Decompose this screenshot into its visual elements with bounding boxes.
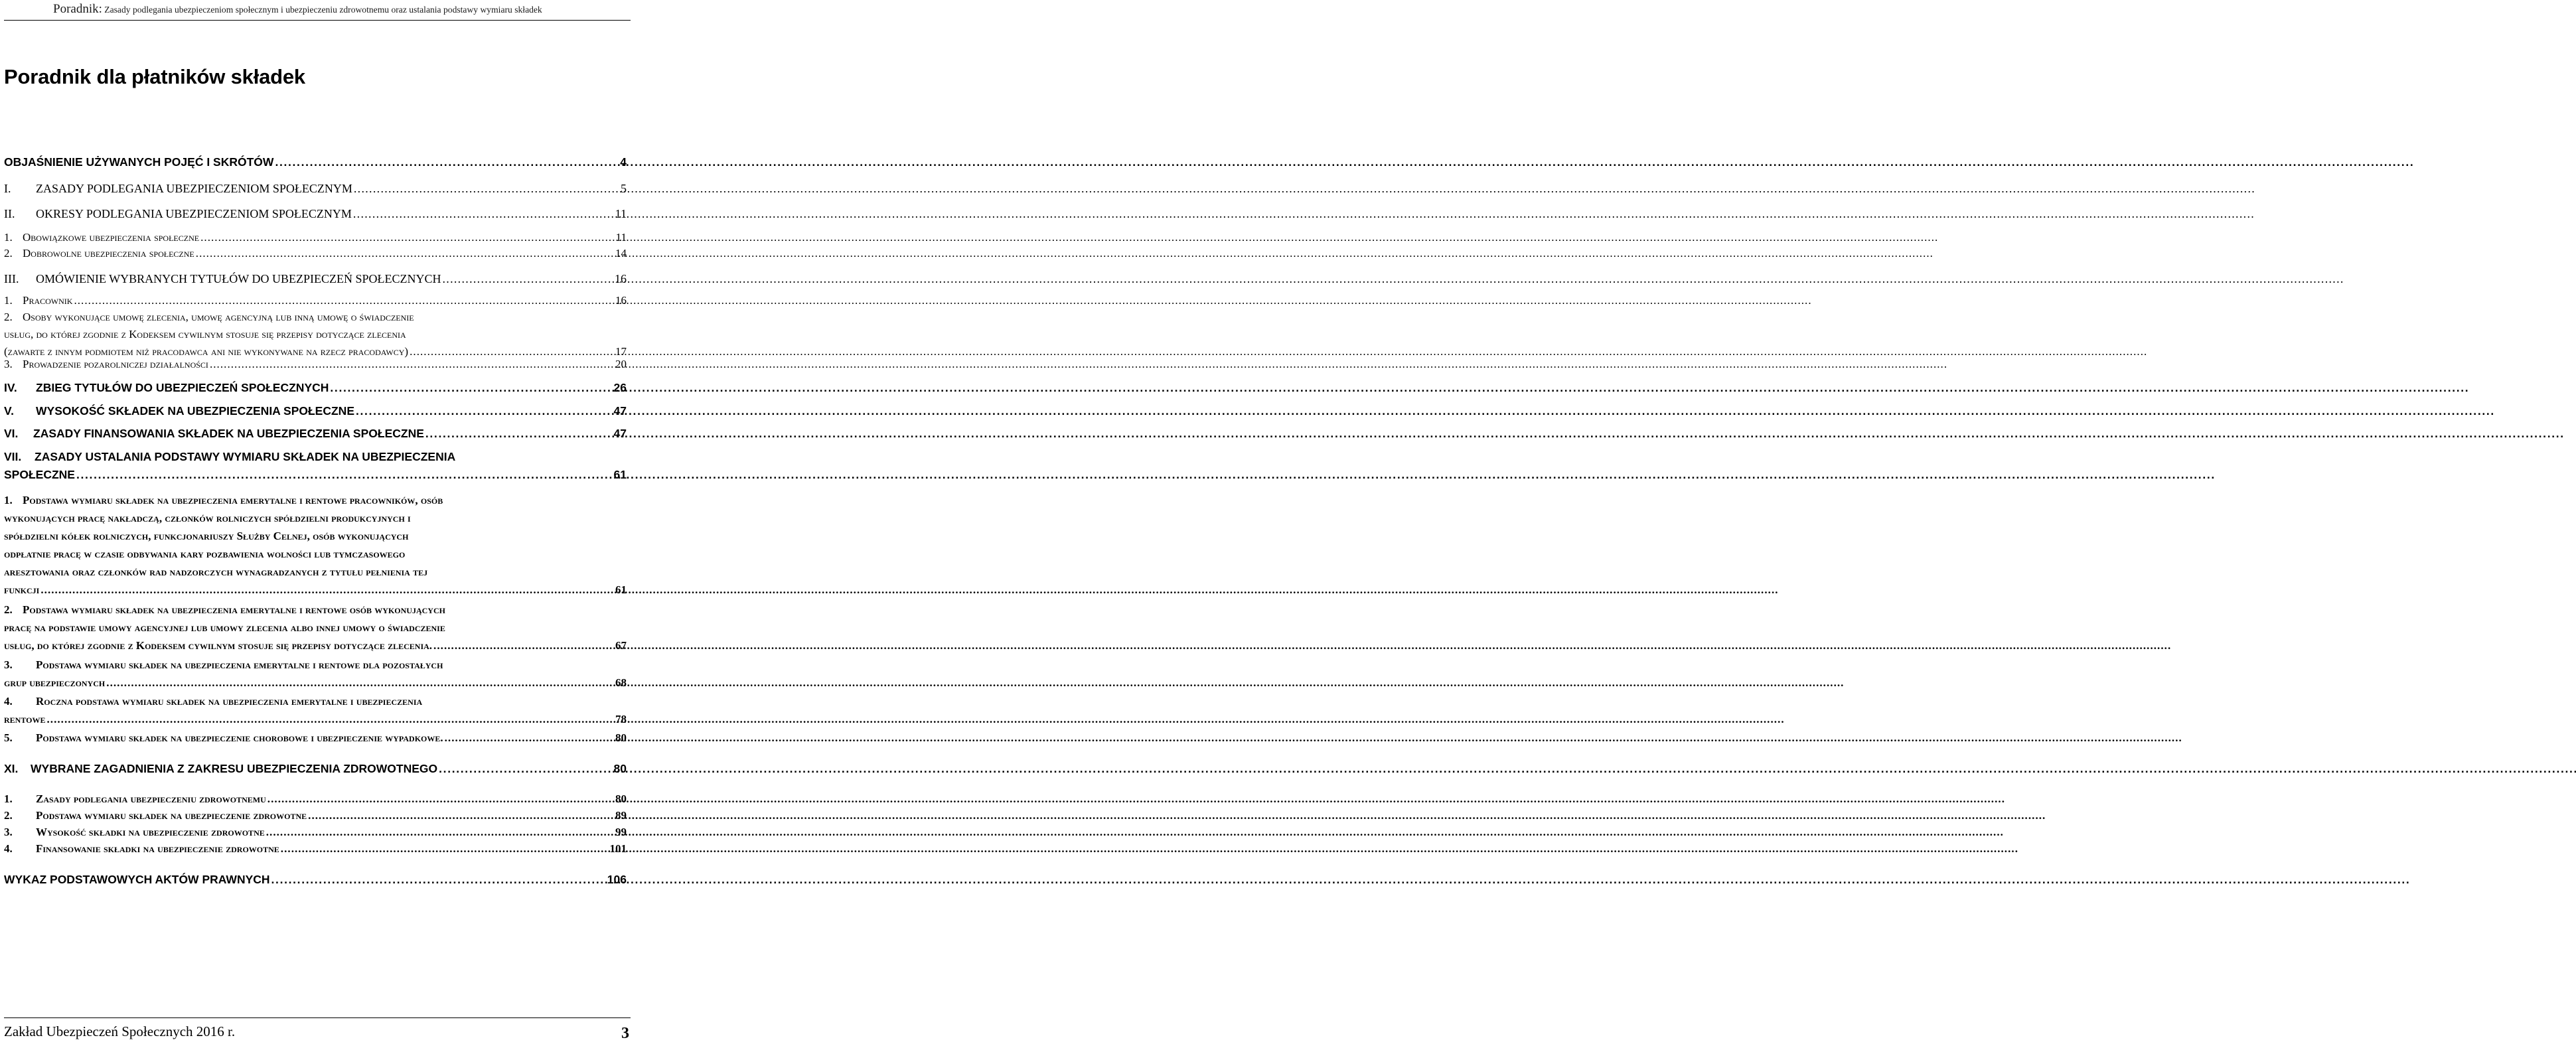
toc-entry-title: Podstawa wymiaru składek na ubezpieczenia emerytalne i rentowe dla pozostałych xyxy=(36,658,443,671)
toc-entry-number: VI. xyxy=(4,427,19,440)
toc-entry-line xyxy=(4,675,627,691)
document-title: Poradnik dla płatników składek xyxy=(4,65,305,88)
toc-entry-title: Podstawa wymiaru składek na ubezpieczenia emerytalne i rentowe pracowników, osób xyxy=(23,494,443,506)
toc-entry-title: pracę na podstawie umowy agencyjnej lub umowy zlecenia albo innej umowy o świadczenie xyxy=(4,621,445,634)
toc-dot-leader xyxy=(275,154,617,170)
toc-entry-number: III. xyxy=(4,272,19,285)
toc-entry-title: usług, do której zgodnie z Kodeksem cywilnym stosuje się przepisy dotyczące zlecenia xyxy=(4,328,406,340)
page-number: 3 xyxy=(621,1025,629,1042)
toc-entry-number: 2. xyxy=(4,809,13,822)
toc-entry-line xyxy=(4,730,627,746)
toc-entry-title: rentowe xyxy=(4,713,46,725)
header-app-name: Poradnik: xyxy=(53,2,102,16)
running-header xyxy=(53,2,624,17)
toc-entry-title: Osoby wykonujące umowę zlecenia, umowę agencyjną lub inną umowę o świadczenie xyxy=(23,311,414,323)
toc-entry-page: 16 xyxy=(615,272,627,285)
toc-entry-title: WYSOKOŚĆ SKŁADEK NA UBEZPIECZENIA SPOŁECZNE xyxy=(36,404,354,417)
toc-entry-line xyxy=(4,657,627,673)
toc-entry-number: 1. xyxy=(4,494,13,506)
toc-entry-number: 1. xyxy=(4,231,13,244)
toc-entry-page: 47 xyxy=(613,427,627,440)
toc-entry-line xyxy=(4,230,627,246)
toc-entry-page: 101 xyxy=(609,842,627,855)
toc-entry-title: SPOŁECZNE xyxy=(4,468,75,481)
toc-entry-number: IV. xyxy=(4,381,17,394)
toc-entry-number: 3. xyxy=(4,358,13,370)
toc-entry-number: V. xyxy=(4,404,14,417)
toc-entry-number: 3. xyxy=(4,826,13,838)
toc-entry-line xyxy=(4,564,627,580)
toc-entry-title: odpłatnie pracę w czasie odbywania kary pozbawienia wolności lub tymczasowego xyxy=(4,548,406,560)
toc-entry-page: 16 xyxy=(615,294,627,307)
toc-entry-title: Obowiązkowe ubezpieczenia społeczne xyxy=(23,231,200,244)
toc-entry-title: spółdzielni kółek rolniczych, funkcjonariuszy Służby Celnej, osób wykonujących xyxy=(4,530,409,542)
toc-entry-line xyxy=(4,181,627,196)
header-divider xyxy=(4,20,631,21)
toc-entry-line xyxy=(4,293,627,309)
toc-entry-page: 61 xyxy=(615,583,627,596)
toc-entry-line xyxy=(4,582,627,598)
toc-dot-leader xyxy=(46,712,612,727)
toc-entry-line xyxy=(4,246,627,262)
toc-entry-title: Wysokość składki na ubezpieczenie zdrowotne xyxy=(36,826,265,838)
toc-entry-number: 2. xyxy=(4,247,13,260)
toc-dot-leader xyxy=(267,791,612,807)
toc-entry-page: 11 xyxy=(615,231,627,244)
toc-entry-page: 80 xyxy=(615,731,627,744)
toc-entry-number: 2. xyxy=(4,311,13,323)
toc-entry-line xyxy=(4,327,627,342)
toc-dot-leader xyxy=(439,761,610,777)
toc-entry-page: 4 xyxy=(620,155,627,169)
toc-dot-leader xyxy=(330,380,610,396)
toc-entry-title: funkcji xyxy=(4,583,40,596)
toc-dot-leader xyxy=(356,403,611,419)
toc-entry-page: 61 xyxy=(613,468,627,481)
toc-dot-leader xyxy=(210,356,612,372)
toc-dot-leader xyxy=(281,841,607,857)
toc-entry-title: Dobrowolne ubezpieczenia społeczne xyxy=(23,247,194,260)
toc-entry-number: 3. xyxy=(4,658,13,671)
toc-entry-title: Finansowanie składki na ubezpieczenie zdrowotne xyxy=(36,842,279,855)
toc-entry-line xyxy=(4,712,627,727)
toc-entry-line xyxy=(4,602,627,618)
toc-entry-line xyxy=(4,620,627,636)
toc-entry-line xyxy=(4,492,627,508)
toc-entry-line xyxy=(4,403,627,419)
toc-entry-page: 80 xyxy=(615,792,627,805)
toc-entry-line xyxy=(4,449,627,465)
toc-entry-line xyxy=(4,694,627,710)
toc-entry-line xyxy=(4,425,627,441)
toc-entry-title: Roczna podstawa wymiaru składek na ubezpieczenia emerytalne i ubezpieczenia xyxy=(36,695,423,708)
toc-entry-line xyxy=(4,309,627,325)
toc-entry-number: 1. xyxy=(4,792,13,805)
toc-dot-leader xyxy=(106,675,612,691)
toc-entry-number: 5. xyxy=(4,731,13,744)
toc-entry-page: 68 xyxy=(615,676,627,689)
toc-entry-title: Podstawa wymiaru składek na ubezpieczenia emerytalne i rentowe osób wykonujących xyxy=(23,603,445,616)
toc-entry-line xyxy=(4,791,627,807)
toc-entry-title: usług, do której zgodnie z Kodeksem cywilnym stosuje się przepisy dotyczące zlecenia. xyxy=(4,639,433,652)
toc-entry-title: ZBIEG TYTUŁÓW DO UBEZPIECZEŃ SPOŁECZNYCH xyxy=(36,381,329,394)
toc-entry-line xyxy=(4,528,627,544)
toc-entry-title: WYKAZ PODSTAWOWYCH AKTÓW PRAWNYCH xyxy=(4,873,270,886)
toc-dot-leader xyxy=(425,425,611,441)
toc-entry-page: 106 xyxy=(607,873,627,886)
toc-entry-line xyxy=(4,467,627,483)
toc-entry-title: ZASADY FINANSOWANIA SKŁADEK NA UBEZPIECZENIA SPOŁECZNE xyxy=(33,427,424,440)
toc-entry-line xyxy=(4,824,627,840)
toc-dot-leader xyxy=(353,206,612,222)
toc-entry-page: 26 xyxy=(613,381,627,394)
toc-entry-number: 4. xyxy=(4,695,13,708)
toc-entry-title: Podstawa wymiaru składek na ubezpieczenie zdrowotne xyxy=(36,809,307,822)
toc-entry-line xyxy=(4,206,627,222)
toc-entry-page: 17 xyxy=(615,345,627,358)
toc-entry-line xyxy=(4,761,627,777)
toc-dot-leader xyxy=(40,582,612,598)
toc-entry-title: Prowadzenie pozarolniczej działalności xyxy=(23,358,208,370)
toc-dot-leader xyxy=(445,730,612,746)
toc-entry-title: OBJAŚNIENIE UŻYWANYCH POJĘĆ I SKRÓTÓW xyxy=(4,155,274,169)
toc-dot-leader xyxy=(433,638,612,654)
toc-entry-page: 89 xyxy=(615,809,627,822)
toc-entry-title: grup ubezpieczonych xyxy=(4,676,106,689)
toc-entry-number: 2. xyxy=(4,603,13,616)
toc-entry-title: ZASADY USTALANIA PODSTAWY WYMIARU SKŁADEK NA UBEZPIECZENIA xyxy=(35,450,456,463)
toc-dot-leader xyxy=(76,467,611,483)
toc-entry-line xyxy=(4,510,627,526)
toc-entry-title: OMÓWIENIE WYBRANYCH TYTUŁÓW DO UBEZPIECZEŃ SPOŁECZNYCH xyxy=(36,272,441,285)
toc-entry-title: WYBRANE ZAGADNIENIA Z ZAKRESU UBEZPIECZENIA ZDROWOTNEGO xyxy=(31,762,438,775)
toc-entry-page: 99 xyxy=(615,826,627,838)
toc-entry-line xyxy=(4,808,627,824)
toc-entry-title: aresztowania oraz członków rad nadzorczych wynagradzanych z tytułu pełnienia tej xyxy=(4,565,428,578)
footer-organization: Zakład Ubezpieczeń Społecznych 2016 r. xyxy=(4,1023,236,1039)
toc-entry-line xyxy=(4,841,627,857)
toc-entry-number: 1. xyxy=(4,294,13,307)
toc-dot-leader xyxy=(196,246,612,262)
toc-entry-number: I. xyxy=(4,182,11,195)
toc-entry-title: Zasady podlegania ubezpieczeniu zdrowotnemu xyxy=(36,792,266,805)
header-subtitle: Zasady podlegania ubezpieczeniom społecznym i ubezpieczeniu zdrowotnemu oraz ustalania podstawy wymiaru składek xyxy=(102,5,542,15)
toc-entry-number: XI. xyxy=(4,762,19,775)
toc-entry-title: wykonujących pracę nakładczą, członków rolniczych spółdzielni produkcyjnych i xyxy=(4,512,411,524)
toc-entry-page: 14 xyxy=(615,247,627,260)
toc-entry-number: 4. xyxy=(4,842,13,855)
toc-entry-line xyxy=(4,154,627,170)
toc-dot-leader xyxy=(354,181,617,196)
toc-entry-page: 67 xyxy=(615,639,627,652)
toc-entry-number: VII. xyxy=(4,450,22,463)
toc-entry-page: 78 xyxy=(615,713,627,725)
toc-entry-page: 5 xyxy=(621,182,627,195)
toc-dot-leader xyxy=(74,293,612,309)
toc-entry-line xyxy=(4,356,627,372)
toc-entry-line xyxy=(4,546,627,562)
toc-dot-leader xyxy=(308,808,612,824)
toc-entry-page: 47 xyxy=(613,404,627,417)
toc-entry-line xyxy=(4,871,627,887)
toc-dot-leader xyxy=(442,271,611,287)
footer-divider xyxy=(4,1017,631,1018)
toc-entry-number: II. xyxy=(4,207,15,220)
toc-entry-line xyxy=(4,638,627,654)
toc-entry-page: 80 xyxy=(613,762,627,775)
toc-dot-leader xyxy=(200,230,613,246)
toc-entry-line xyxy=(4,271,627,287)
toc-entry-page: 20 xyxy=(615,358,627,370)
toc-entry-title: Podstawa wymiaru składek na ubezpieczenie chorobowe i ubezpieczenie wypadkowe. xyxy=(36,731,443,744)
toc-dot-leader xyxy=(271,871,604,887)
toc-entry-page: 11 xyxy=(615,207,627,220)
toc-entry-line xyxy=(4,380,627,396)
toc-entry-title: ZASADY PODLEGANIA UBEZPIECZENIOM SPOŁECZNYM xyxy=(36,182,352,195)
toc-entry-title: (zawarte z innym podmiotem niż pracodawca ani nie wykonywane na rzecz pracodawcy) xyxy=(4,345,409,358)
toc-entry-title: Pracownik xyxy=(23,294,73,307)
toc-dot-leader xyxy=(266,824,612,840)
toc-entry-title: OKRESY PODLEGANIA UBEZPIECZENIOM SPOŁECZNYM xyxy=(36,207,352,220)
